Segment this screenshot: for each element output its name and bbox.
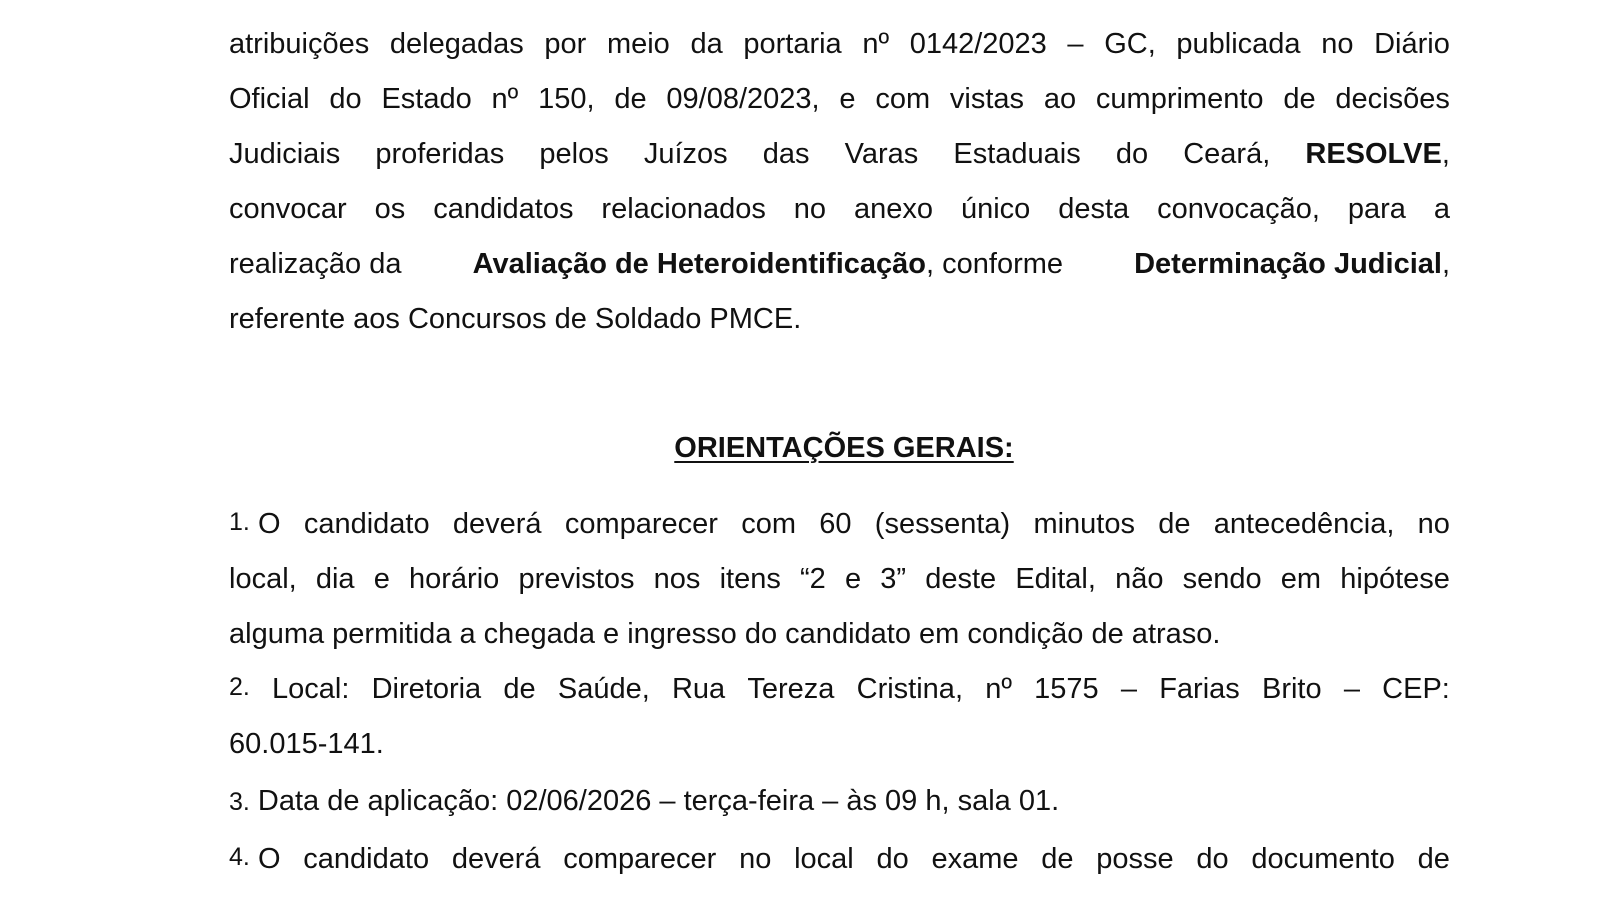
word: meio [606,28,670,60]
intro-line-4 [229,195,1450,224]
item-4-number: 4. [229,843,250,871]
item-3-number: 3. [229,788,250,816]
intro-line-5-text-c: , [1441,248,1450,280]
section-heading [0,434,1600,463]
word: de [1417,843,1450,875]
word: deste [925,563,997,595]
item-3-text-line-1: Data de aplicação: 02/06/2026 – terça-feira – às 09 h, sala 01. [257,785,1060,817]
word: atribuições [229,28,370,60]
word: Local: [272,673,350,705]
word: antecedência, [1213,508,1395,540]
word: exame [931,843,1019,875]
word: hipótese [1340,563,1450,595]
word: e [839,83,856,115]
word: (sessenta) [874,508,1011,540]
intro-line-3-word: Juízos [643,138,728,170]
list-item-1-line-1 [229,510,1450,539]
word: itens [719,563,781,595]
intro-line-3 [229,140,1450,169]
word: – [1067,28,1084,60]
word: 1575 [1034,673,1099,705]
item-2-line-1-wrap [229,675,1450,704]
word: do [876,843,909,875]
intro-line-3-word: das [762,138,810,170]
word: da [690,28,723,60]
intro-line-2 [229,85,1450,114]
word: nº [491,83,519,115]
word: – [1120,673,1137,705]
word: delegadas [389,28,524,60]
word: Farias [1159,673,1240,705]
word: 3” [880,563,907,595]
word: e [844,563,862,595]
intro-line-3-word: do [1115,138,1149,170]
item-2-text-line-1 [272,675,1450,704]
word: posse [1096,843,1174,875]
bold-determinacao: Determinação Judicial [1134,248,1442,280]
word: Oficial [229,83,310,115]
word: e [373,563,390,595]
word: Diário [1374,28,1450,60]
word: de [1283,83,1316,115]
word: deverá [452,508,542,540]
list-item-3-line-1 [229,787,1450,816]
word: nos [653,563,701,595]
item-2-number: 2. [229,673,250,701]
intro-line-3-word: Ceará, [1183,138,1271,170]
word: convocação, [1157,193,1320,225]
intro-line-1 [229,30,1450,59]
word: sendo [1182,563,1262,595]
word: Edital, [1015,563,1096,595]
word: para [1347,193,1406,225]
intro-line-3-word: pelos [539,138,609,170]
word: 60 [819,508,852,540]
word: Diretoria [371,673,482,705]
word: em [1280,563,1322,595]
word: GC, [1104,28,1156,60]
list-item-4-line-1 [229,845,1450,874]
intro-line-3-word: Varas [844,138,919,170]
word: Tereza [747,673,835,705]
intro-line-5 [229,250,1450,279]
list-item-1-line-2 [229,565,1450,594]
list-item-2-line-1 [229,675,1450,704]
word: anexo [854,193,934,225]
item-4-text-line-1 [258,845,1450,874]
word: Rua [671,673,726,705]
word: O [258,508,281,540]
word: publicada [1176,28,1301,60]
intro-line-3-comma: , [1441,138,1450,170]
word: relacionados [601,193,766,225]
item-1-number: 1. [229,508,250,536]
word: “2 [800,563,826,595]
word: – [1343,673,1360,705]
word: local [794,843,854,875]
word: decisões [1335,83,1450,115]
word: Estado [381,83,472,115]
item-1-line-1-wrap [229,510,1450,539]
intro-line-3-words [229,140,1450,169]
word: 150, [538,83,595,115]
orientacoes-gerais-heading: ORIENTAÇÕES GERAIS: [674,432,1014,464]
intro-line-3-bold-wrap [1305,140,1450,169]
word: os [374,193,406,225]
intro-line-6: referente aos Concursos de Soldado PMCE. [229,303,802,335]
item-4-line-1-wrap [229,845,1450,874]
intro-line-5-text-a: realização da [229,248,402,280]
word: previstos [518,563,635,595]
word: convocar [229,193,347,225]
word: local, [229,563,297,595]
word: vistas [949,83,1025,115]
word: Brito [1261,673,1322,705]
word: não [1115,563,1164,595]
word: comparecer [563,843,717,875]
word: do [1196,843,1229,875]
word: por [544,28,587,60]
word: comparecer [564,508,718,540]
word: Saúde, [557,673,650,705]
word: com [875,83,931,115]
word: do [329,83,362,115]
word: nº [862,28,890,60]
list-item-1-line-3: alguma permitida a chegada e ingresso do candidato em condição de atraso. [229,618,1221,650]
bold-resolve: RESOLVE [1305,138,1442,170]
intro-line-3-word: Estaduais [953,138,1081,170]
word: a [1433,193,1450,225]
word: candidato [303,843,430,875]
word: minutos [1033,508,1135,540]
word: candidato [303,508,430,540]
word: documento [1251,843,1395,875]
word: de [614,83,647,115]
word: candidatos [433,193,574,225]
list-item-2-line-2: 60.015-141. [229,728,384,760]
intro-line-3-word: Judiciais [229,138,341,170]
word: no [793,193,827,225]
word: 09/08/2023, [666,83,820,115]
word: portaria [743,28,842,60]
word: de [1158,508,1191,540]
word: no [1417,508,1450,540]
word: CEP: [1382,673,1450,705]
intro-line-3-word: proferidas [375,138,505,170]
word: de [1041,843,1074,875]
word: deverá [451,843,541,875]
word: nº [985,673,1012,705]
word: único [960,193,1031,225]
word: dia [315,563,355,595]
intro-line-5-text-b: , conforme [926,248,1064,280]
word: 0142/2023 [909,28,1047,60]
word: no [739,843,772,875]
item-1-text-line-1 [258,510,1450,539]
word: com [741,508,796,540]
word: O [258,843,281,875]
word: Cristina, [856,673,963,705]
word: cumprimento [1095,83,1264,115]
word: ao [1043,83,1077,115]
bold-avaliacao: Avaliação de Heteroidentificação [472,248,927,280]
word: de [503,673,536,705]
word: desta [1058,193,1130,225]
word: horário [409,563,500,595]
word: no [1321,28,1354,60]
